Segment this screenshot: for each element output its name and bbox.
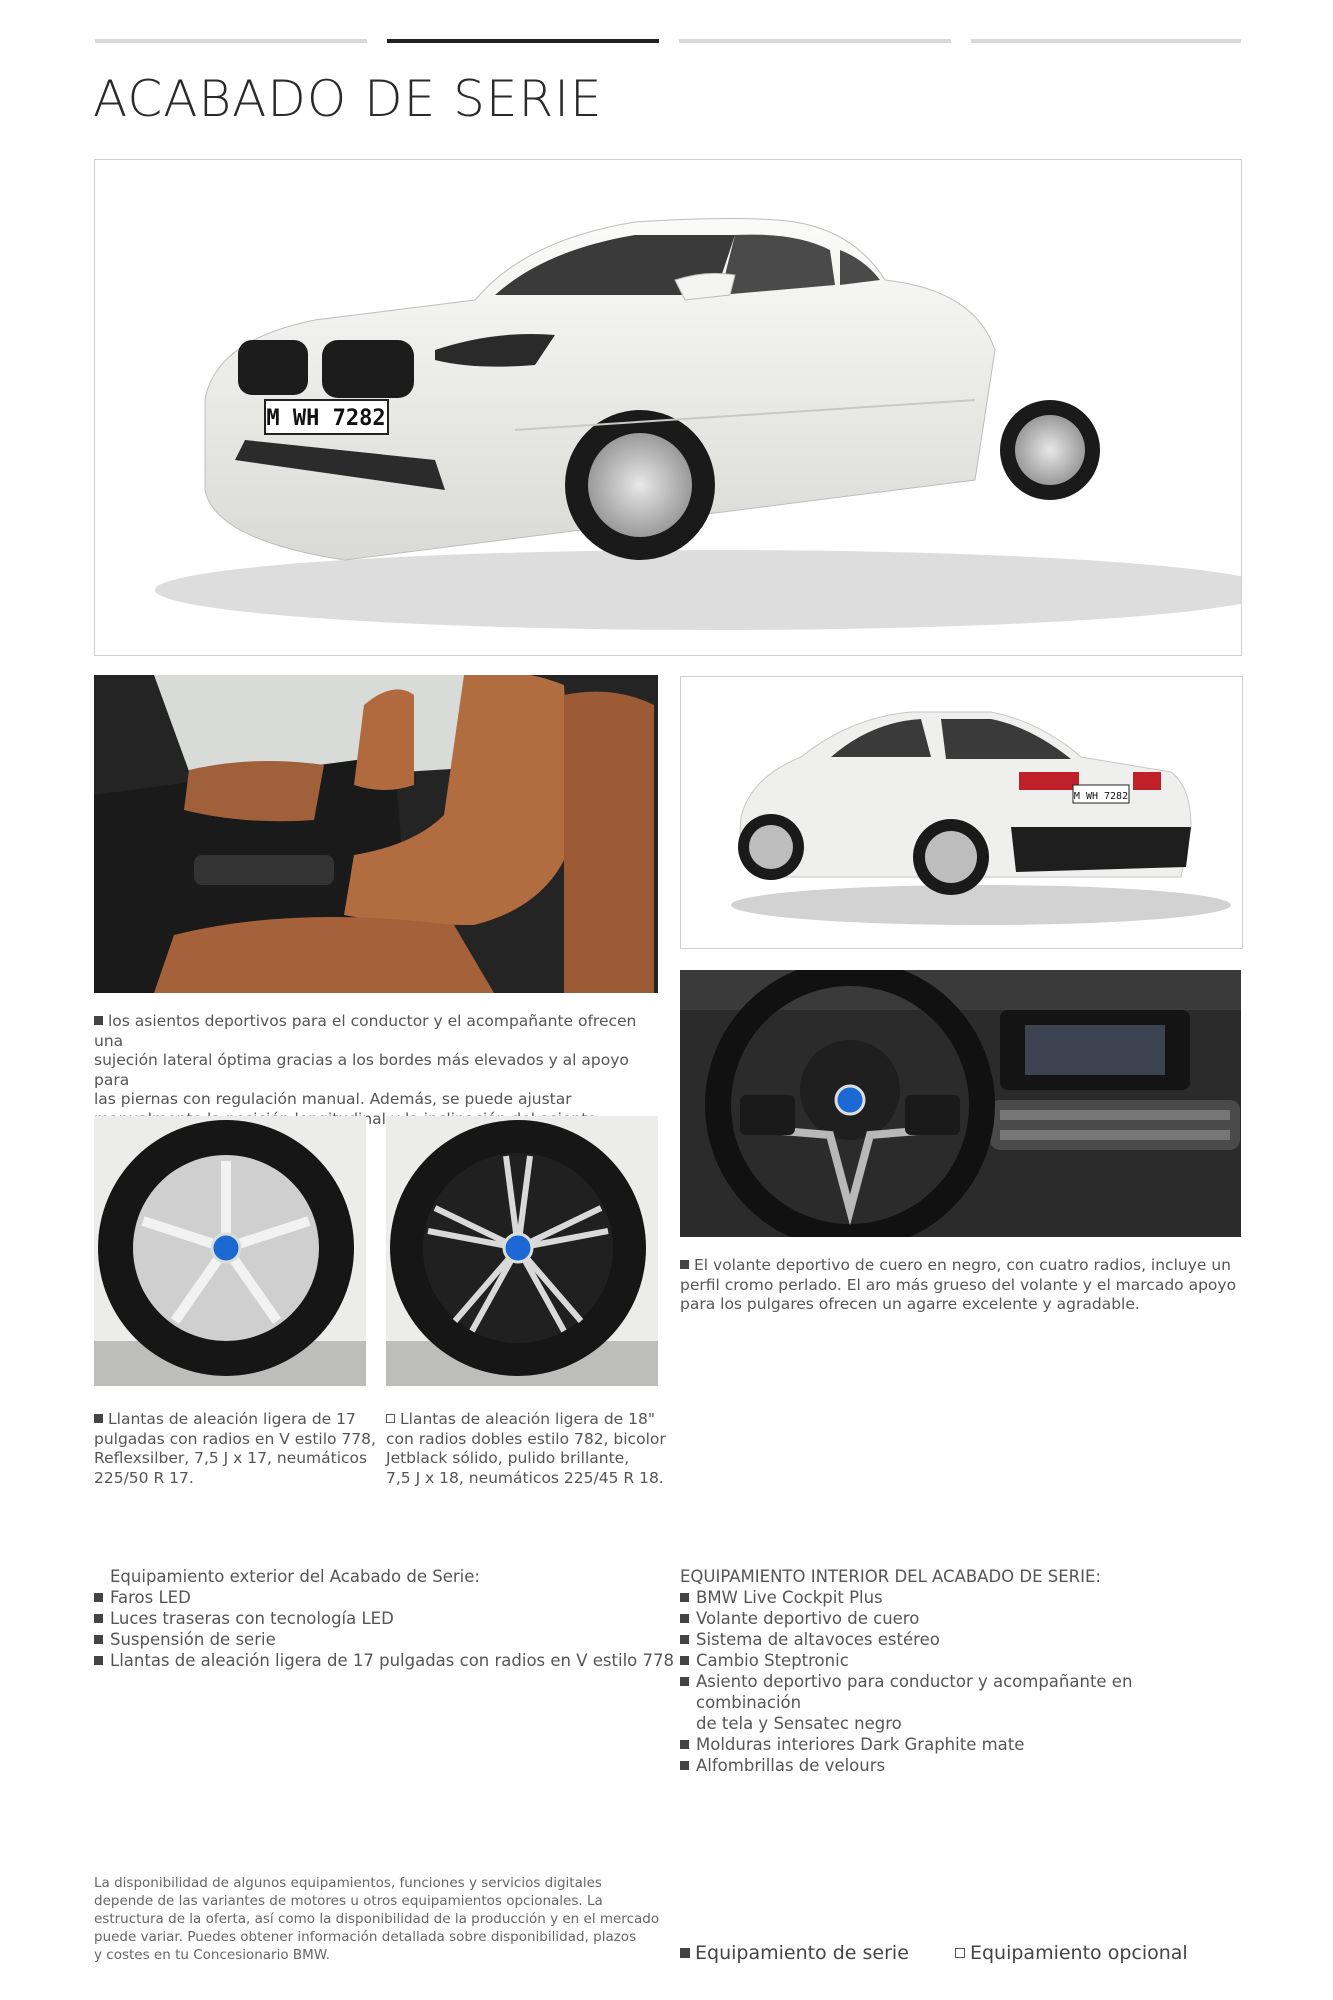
tab-4[interactable] [971,39,1241,43]
interior-item-3: Sistema de altavoces estéreo [696,1630,940,1649]
wheel-18-caption-line-3: Jetblack sólido, pulido brillante, [386,1449,630,1467]
interior-item-6: Molduras interiores Dark Graphite mate [696,1735,1025,1754]
standard-marker-icon [680,1260,689,1269]
interior-heading: EQUIPAMIENTO INTERIOR DEL ACABADO DE SERIE: [680,1567,1101,1586]
legend-optional: Equipamiento opcional [969,1942,1188,1964]
standard-marker-icon [680,1656,689,1665]
seats-caption [94,1012,664,1129]
list-item [94,1608,674,1629]
disclaimer-line-1: La disponibilidad de algunos equipamientos, funciones y servicios digitales [94,1875,602,1891]
steering-caption-line-1: El volante deportivo de cuero en negro, con cuatro radios, incluye un [694,1256,1231,1274]
interior-equipment-list [680,1566,1240,1776]
section-tabs [95,39,1241,45]
interior-item-2: Volante deportivo de cuero [696,1609,920,1628]
hero-plate-text: M WH 7282 [266,406,386,431]
wheel-17-image [94,1116,366,1386]
standard-marker-icon [94,1635,103,1644]
exterior-item-1: Faros LED [110,1588,191,1607]
optional-marker-icon [386,1414,395,1423]
seats-caption-line-3: las piernas con regulación manual. Además, se puede ajustar [94,1090,572,1108]
disclaimer-line-5: y costes en tu Concesionario BMW. [94,1947,330,1963]
standard-marker-icon [94,1656,103,1665]
seats-caption-line-2: sujeción lateral óptima gracias a los bordes más elevados y al apoyo para [94,1051,629,1089]
interior-item-5-line-2: de tela y Sensatec negro [696,1714,902,1733]
disclaimer-line-2: depende de las variantes de motores u otros equipamientos opcionales. La [94,1893,603,1909]
disclaimer-line-3: estructura de la oferta, así como la disponibilidad de la producción y en el mercado [94,1911,660,1927]
wheel-18-image [386,1116,658,1386]
wheel-17-caption [94,1410,379,1488]
list-item [680,1587,1240,1608]
hero-car-image [94,159,1242,656]
list-item [680,1629,1240,1650]
page-title: ACABADO DE SERIE [93,70,603,128]
steering-caption-line-3: para los pulgares ofrecen un agarre excelente y agradable. [680,1295,1140,1313]
list-item [94,1650,674,1671]
standard-marker-icon [680,1677,689,1686]
disclaimer [94,1874,674,1964]
disclaimer-line-4: puede variar. Puedes obtener información detallada sobre disponibilidad, plazos [94,1929,637,1945]
list-item [94,1629,674,1650]
list-item [680,1755,1240,1776]
standard-marker-icon [94,1016,103,1025]
standard-marker-icon [680,1740,689,1749]
wheel-18-caption-line-2: con radios dobles estilo 782, bicolor [386,1429,666,1448]
standard-marker-icon [680,1948,690,1958]
list-item [680,1650,1240,1671]
exterior-item-3: Suspensión de serie [110,1630,276,1649]
steering-caption [680,1256,1240,1315]
wheel-17-caption-line-3: Reflexsilber, 7,5 J x 17, neumáticos [94,1449,368,1467]
interior-item-1: BMW Live Cockpit Plus [696,1588,883,1607]
interior-item-5: Asiento deportivo para conductor y acompañante en combinación [696,1672,1133,1712]
tab-2-active[interactable] [387,39,659,43]
wheel-17-caption-line-2: pulgadas con radios en V estilo 778, [94,1429,376,1448]
list-item [680,1734,1240,1755]
standard-marker-icon [680,1614,689,1623]
seats-image [94,675,658,993]
exterior-equipment-list [94,1566,674,1671]
steering-wheel-image [680,970,1241,1237]
list-item-continuation [680,1713,1240,1734]
tab-1[interactable] [95,39,367,43]
standard-marker-icon [94,1593,103,1602]
seats-caption-line-1: los asientos deportivos para el conductor y el acompañante ofrecen una [94,1012,637,1050]
legend-standard: Equipamiento de serie [695,1942,909,1964]
standard-marker-icon [94,1414,103,1423]
wheel-18-caption [386,1410,671,1488]
list-item [680,1608,1240,1629]
steering-caption-line-2: perfil cromo perlado. El aro más grueso del volante y el marcado apoyo [680,1275,1237,1294]
standard-marker-icon [680,1593,689,1602]
exterior-item-4: Llantas de aleación ligera de 17 pulgadas con radios en V estilo 778 [110,1651,674,1670]
tab-3[interactable] [679,39,951,43]
rear-plate-text: M WH 7282 [1073,791,1129,802]
interior-item-7: Alfombrillas de velours [696,1756,886,1775]
exterior-item-2: Luces traseras con tecnología LED [110,1609,394,1628]
standard-marker-icon [94,1614,103,1623]
wheel-18-caption-line-1: Llantas de aleación ligera de 18" [400,1410,655,1428]
wheel-17-caption-line-4: 225/50 R 17. [94,1468,194,1487]
list-item [680,1671,1240,1713]
exterior-heading: Equipamiento exterior del Acabado de Serie: [110,1567,480,1586]
legend [680,1942,1188,1964]
standard-marker-icon [680,1635,689,1644]
rear-car-image [680,676,1243,949]
optional-marker-icon [955,1948,965,1958]
list-item [94,1587,674,1608]
wheel-18-caption-line-4: 7,5 J x 18, neumáticos 225/45 R 18. [386,1468,664,1487]
standard-marker-icon [680,1761,689,1770]
wheel-17-caption-line-1: Llantas de aleación ligera de 17 [108,1410,356,1428]
interior-item-4: Cambio Steptronic [696,1651,849,1670]
